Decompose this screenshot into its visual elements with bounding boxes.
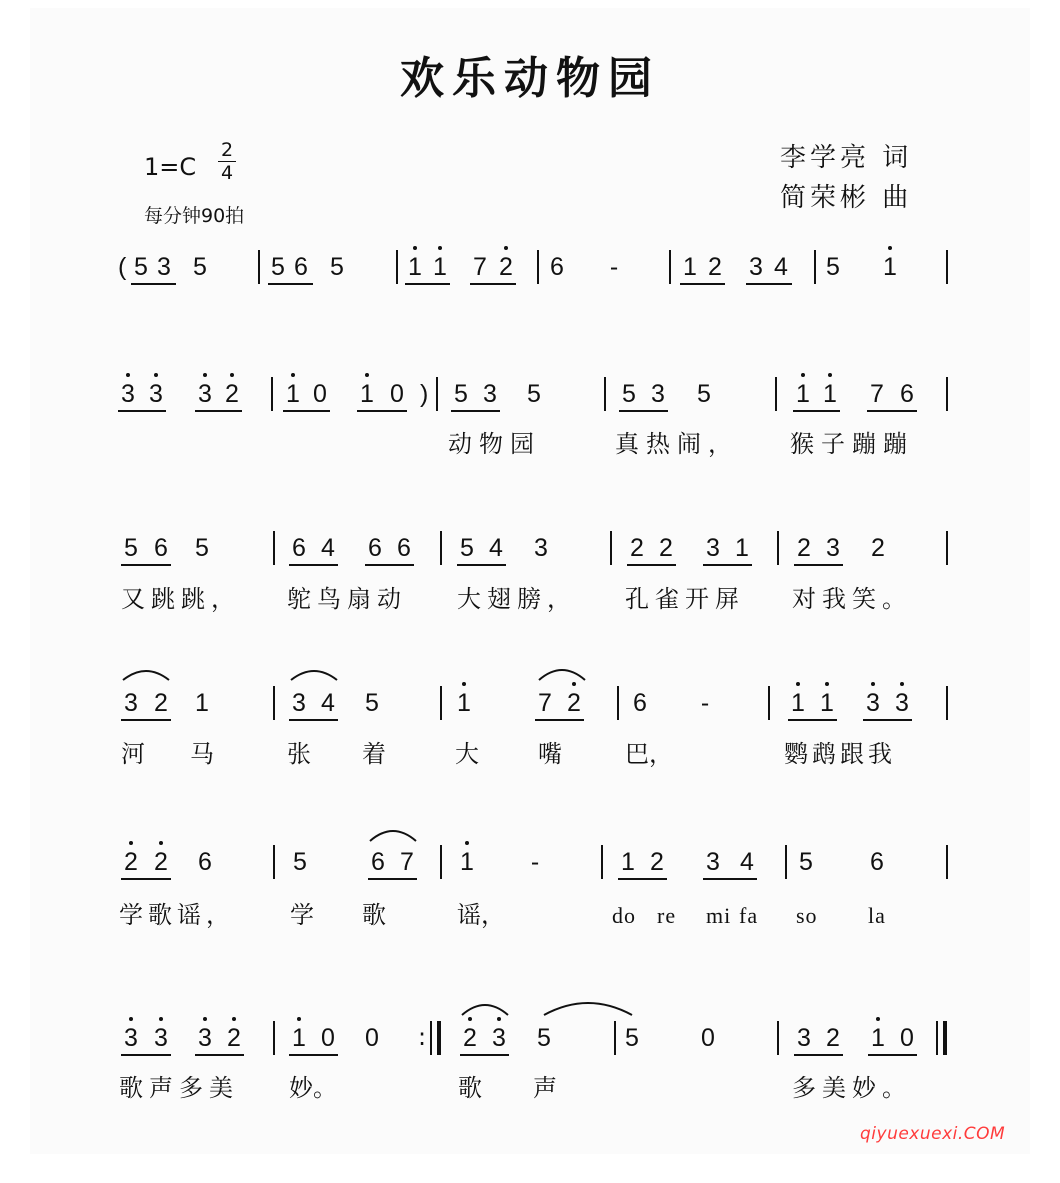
note: 3 [121, 380, 135, 408]
lyric: 嘴 [538, 740, 562, 768]
note: 5 [625, 1024, 639, 1052]
high-octave-dot [365, 373, 369, 377]
underline [368, 878, 417, 880]
underline [121, 564, 171, 566]
note: 1 [408, 253, 422, 281]
note: 5 [134, 253, 148, 281]
barline [601, 845, 603, 879]
note: 0 [390, 380, 404, 408]
lyric: 歌声多美 [119, 1074, 239, 1102]
barline [614, 1021, 616, 1055]
note: 2 [650, 848, 664, 876]
barline [436, 377, 438, 411]
note: 5 [195, 534, 209, 562]
high-octave-dot [888, 246, 892, 250]
note: 2 [124, 848, 138, 876]
time-signature [218, 140, 236, 183]
meter-bottom: 4 [220, 162, 234, 184]
lyric: la [868, 903, 886, 928]
high-octave-dot [825, 682, 829, 686]
lyric: so [796, 903, 818, 928]
barline [396, 250, 398, 284]
note: 4 [740, 848, 754, 876]
note: 1 [292, 1024, 306, 1052]
dash: - [530, 848, 540, 876]
note: 6 [154, 534, 168, 562]
note: 1 [621, 848, 635, 876]
lyric: 声 [533, 1074, 557, 1102]
barline [946, 250, 948, 284]
note: 2 [227, 1024, 241, 1052]
barline [814, 250, 816, 284]
note: 6 [870, 848, 884, 876]
score-row-4 [0, 686, 1060, 786]
barline [258, 250, 260, 284]
underline [703, 564, 752, 566]
note: 3 [651, 380, 665, 408]
barline [785, 845, 787, 879]
note: 1 [683, 253, 697, 281]
note: 1 [820, 689, 834, 717]
underline [794, 1054, 843, 1056]
barline [946, 845, 948, 879]
note: 1 [791, 689, 805, 717]
slur [121, 666, 171, 682]
lyricist-credit: 李学亮 词 [780, 143, 913, 173]
barline [669, 250, 671, 284]
note: 5 [330, 253, 344, 281]
score-row-6 [0, 1021, 1060, 1121]
lyric: mi [706, 903, 732, 928]
note: 2 [225, 380, 239, 408]
note: 3 [706, 534, 720, 562]
note: 2 [797, 534, 811, 562]
lyric: 着 [362, 740, 386, 768]
tempo-marking: 每分钟90拍 [144, 205, 245, 227]
high-octave-dot [159, 841, 163, 845]
lyric: 妙。 [289, 1074, 337, 1102]
note: 3 [797, 1024, 811, 1052]
underline [405, 283, 450, 285]
paren-open: ( [118, 253, 127, 281]
note: 2 [567, 689, 581, 717]
note: 6 [900, 380, 914, 408]
underline [121, 719, 171, 721]
note: 3 [124, 1024, 138, 1052]
underline [619, 410, 668, 412]
score-row-3 [0, 531, 1060, 631]
note: 3 [292, 689, 306, 717]
note: 1 [286, 380, 300, 408]
underline [703, 878, 757, 880]
underline [460, 1054, 509, 1056]
lyric: 河 [121, 740, 145, 768]
underline [470, 283, 516, 285]
underline [131, 283, 176, 285]
underline [794, 564, 843, 566]
high-octave-dot [203, 373, 207, 377]
barline [271, 377, 273, 411]
note: 7 [473, 253, 487, 281]
underline [289, 1054, 338, 1056]
underline [627, 564, 676, 566]
barline [604, 377, 606, 411]
barline [768, 686, 770, 720]
final-barline-thick [943, 1021, 947, 1055]
note: 6 [371, 848, 385, 876]
dash: - [609, 253, 619, 281]
note: 1 [871, 1024, 885, 1052]
high-octave-dot [232, 1017, 236, 1021]
note: 4 [489, 534, 503, 562]
barline [617, 686, 619, 720]
lyric: 马 [190, 740, 214, 768]
note: 3 [154, 1024, 168, 1052]
note: 3 [198, 1024, 212, 1052]
high-octave-dot [462, 682, 466, 686]
lyric: 歌 [362, 901, 386, 929]
barline [273, 686, 275, 720]
underline [746, 283, 792, 285]
barline [777, 1021, 779, 1055]
underline [268, 283, 313, 285]
note: 6 [198, 848, 212, 876]
note: 1 [883, 253, 897, 281]
high-octave-dot [876, 1017, 880, 1021]
underline [868, 1054, 917, 1056]
note: 1 [823, 380, 837, 408]
lyric: 多美妙。 [792, 1074, 912, 1102]
score-row-1 [0, 250, 1060, 350]
note: 2 [871, 534, 885, 562]
note: 7 [870, 380, 884, 408]
note: 1 [796, 380, 810, 408]
lyric: 学 [290, 901, 314, 929]
barline [273, 1021, 275, 1055]
note: 5 [460, 534, 474, 562]
note: 3 [157, 253, 171, 281]
lyric: 真热闹， [615, 430, 739, 458]
barline [946, 377, 948, 411]
note: 2 [659, 534, 673, 562]
score-row-5 [0, 845, 1060, 945]
underline [788, 719, 837, 721]
note: 4 [774, 253, 788, 281]
repeat-thick-barline [437, 1021, 441, 1055]
lyric: 歌 [458, 1074, 482, 1102]
underline [289, 564, 338, 566]
high-octave-dot [154, 373, 158, 377]
note: 5 [271, 253, 285, 281]
note: 5 [622, 380, 636, 408]
high-octave-dot [871, 682, 875, 686]
note: 1 [433, 253, 447, 281]
high-octave-dot [159, 1017, 163, 1021]
underline [457, 564, 506, 566]
note: 3 [149, 380, 163, 408]
barline [775, 377, 777, 411]
lyric: 又跳跳， [121, 585, 241, 613]
lyric: 大翅膀， [457, 585, 577, 613]
note: 5 [697, 380, 711, 408]
composer-credit: 简荣彬 曲 [780, 183, 913, 213]
note: 4 [321, 534, 335, 562]
lyric: 大 [455, 740, 479, 768]
note: 6 [397, 534, 411, 562]
note: 4 [321, 689, 335, 717]
note: 6 [368, 534, 382, 562]
lyric: 鸵鸟扇动 [287, 585, 407, 613]
note: 3 [534, 534, 548, 562]
high-octave-dot [504, 246, 508, 250]
note: 2 [826, 1024, 840, 1052]
site-watermark: qiyuexuexi.COM [860, 1124, 1006, 1144]
underline [535, 719, 584, 721]
lyric: 猴子蹦蹦 [790, 430, 914, 458]
high-octave-dot [129, 841, 133, 845]
note: 3 [198, 380, 212, 408]
note: 2 [154, 689, 168, 717]
lyric: 孔雀开屏 [625, 585, 745, 613]
note: 5 [193, 253, 207, 281]
note: 5 [537, 1024, 551, 1052]
note: 5 [454, 380, 468, 408]
note: 0 [900, 1024, 914, 1052]
lyric: 学歌谣， [119, 901, 235, 929]
note: 2 [708, 253, 722, 281]
note: 2 [499, 253, 513, 281]
barline [946, 686, 948, 720]
note: 3 [124, 689, 138, 717]
underline [118, 410, 166, 412]
note: 0 [321, 1024, 335, 1052]
note: 5 [365, 689, 379, 717]
barline [273, 845, 275, 879]
high-octave-dot [828, 373, 832, 377]
high-octave-dot [291, 373, 295, 377]
note: 7 [400, 848, 414, 876]
note: 1 [735, 534, 749, 562]
barline [430, 1021, 432, 1055]
high-octave-dot [468, 1017, 472, 1021]
high-octave-dot [801, 373, 805, 377]
barline [440, 531, 442, 565]
slur [368, 825, 418, 843]
meter-top: 2 [220, 139, 234, 161]
tie [542, 997, 634, 1017]
slur [460, 999, 510, 1017]
high-octave-dot [203, 1017, 207, 1021]
note: 2 [630, 534, 644, 562]
note: 1 [457, 689, 471, 717]
lyric: do [612, 903, 636, 928]
underline [121, 878, 171, 880]
repeat-dots: : [418, 1023, 427, 1051]
slur [537, 664, 587, 682]
underline [195, 1054, 244, 1056]
note: 3 [749, 253, 763, 281]
underline [793, 410, 840, 412]
lyric: 动物园 [448, 430, 541, 458]
high-octave-dot [413, 246, 417, 250]
barline [273, 531, 275, 565]
note: 1 [195, 689, 209, 717]
underline [357, 410, 407, 412]
lyric: re [657, 903, 677, 928]
note: 0 [365, 1024, 379, 1052]
note: 6 [292, 534, 306, 562]
note: 1 [460, 848, 474, 876]
barline [946, 531, 948, 565]
underline [365, 564, 414, 566]
lyric: 巴， [625, 740, 673, 768]
note: 5 [124, 534, 138, 562]
key-signature: 1=C [144, 153, 197, 181]
note: 0 [313, 380, 327, 408]
underline [283, 410, 330, 412]
underline [121, 1054, 171, 1056]
underline [289, 719, 338, 721]
barline [537, 250, 539, 284]
lyric: 谣， [457, 901, 505, 929]
high-octave-dot [796, 682, 800, 686]
slur [289, 666, 339, 682]
lyric: 对我笑。 [792, 585, 912, 613]
underline [867, 410, 917, 412]
high-octave-dot [438, 246, 442, 250]
high-octave-dot [572, 682, 576, 686]
high-octave-dot [230, 373, 234, 377]
high-octave-dot [497, 1017, 501, 1021]
dash: - [700, 689, 710, 717]
score-row-2 [0, 377, 1060, 477]
high-octave-dot [129, 1017, 133, 1021]
lyric: fa [739, 903, 759, 928]
barline [610, 531, 612, 565]
high-octave-dot [297, 1017, 301, 1021]
song-title: 欢乐动物园 [400, 53, 660, 104]
note: 3 [866, 689, 880, 717]
high-octave-dot [465, 841, 469, 845]
note: 2 [154, 848, 168, 876]
note: 1 [360, 380, 374, 408]
note: 3 [483, 380, 497, 408]
note: 3 [895, 689, 909, 717]
barline [440, 686, 442, 720]
barline [440, 845, 442, 879]
note: 7 [538, 689, 552, 717]
note: 3 [826, 534, 840, 562]
note: 5 [527, 380, 541, 408]
lyric: 张 [287, 740, 311, 768]
note: 6 [294, 253, 308, 281]
note: 3 [492, 1024, 506, 1052]
paren-close: ) [420, 380, 429, 408]
note: 6 [550, 253, 564, 281]
underline [195, 410, 242, 412]
underline [618, 878, 667, 880]
note: 3 [706, 848, 720, 876]
final-barline-thin [936, 1021, 938, 1055]
note: 5 [799, 848, 813, 876]
note: 2 [463, 1024, 477, 1052]
high-octave-dot [126, 373, 130, 377]
underline [680, 283, 725, 285]
note: 5 [826, 253, 840, 281]
lyric: 鹦鹉跟我 [784, 740, 896, 768]
underline [451, 410, 500, 412]
note: 5 [293, 848, 307, 876]
high-octave-dot [900, 682, 904, 686]
note: 6 [633, 689, 647, 717]
barline [777, 531, 779, 565]
note: 0 [701, 1024, 715, 1052]
underline [863, 719, 912, 721]
